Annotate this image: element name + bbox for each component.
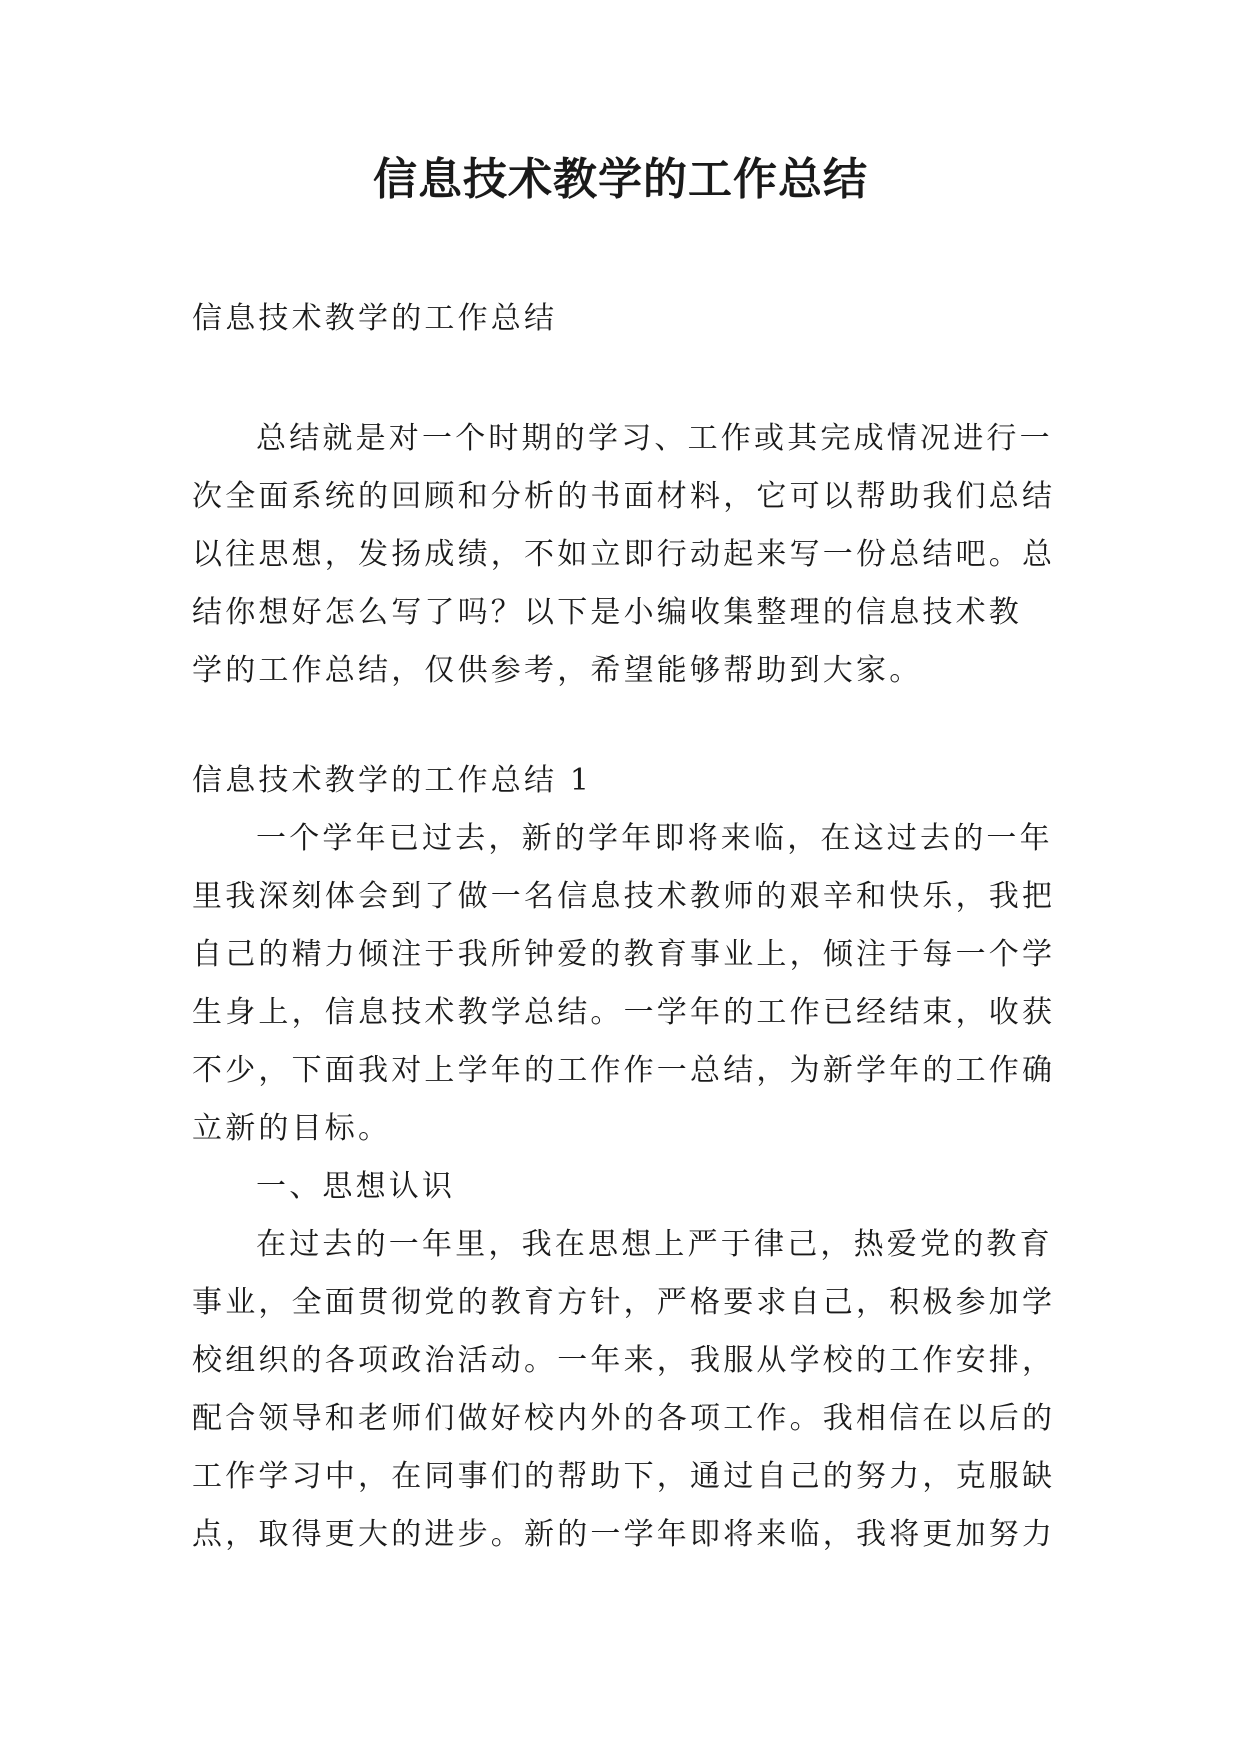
text-line: 生身上，信息技术教学总结。一学年的工作已经结束，收获	[192, 995, 1056, 1030]
text-line: 一个学年已过去，新的学年即将来临，在这过去的一年	[256, 821, 1053, 856]
section-heading: 信息技术教学的工作总结 1	[192, 763, 593, 798]
text-line: 点，取得更大的进步。新的一学年即将来临，我将更加努力	[192, 1517, 1056, 1552]
subsection1-paragraph	[192, 1216, 1062, 1564]
text-line: 配合领导和老师们做好校内外的各项工作。我相信在以后的	[192, 1401, 1056, 1436]
text-line: 结你想好怎么写了吗？以下是小编收集整理的信息技术教	[192, 595, 1022, 630]
text-line: 工作学习中，在同事们的帮助下，通过自己的努力，克服缺	[192, 1459, 1056, 1494]
section1-paragraph	[192, 810, 1062, 1158]
text-line: 里我深刻体会到了做一名信息技术教师的艰辛和快乐，我把	[192, 879, 1056, 914]
document-subtitle: 信息技术教学的工作总结	[192, 301, 558, 336]
text-line: 不少，下面我对上学年的工作作一总结，为新学年的工作确	[192, 1053, 1056, 1088]
spacer	[192, 348, 1062, 410]
text-line: 校组织的各项政治活动。一年来，我服从学校的工作安排，	[192, 1343, 1056, 1378]
text-line: 次全面系统的回顾和分析的书面材料，它可以帮助我们总结	[192, 479, 1056, 514]
text-line: 学的工作总结，仅供参考，希望能够帮助到大家。	[192, 653, 923, 688]
text-line: 立新的目标。	[192, 1111, 392, 1146]
document-body	[192, 290, 1062, 1564]
intro-paragraph	[192, 410, 1062, 700]
text-line: 在过去的一年里，我在思想上严于律己，热爱党的教育	[256, 1227, 1053, 1262]
document-title: 信息技术教学的工作总结	[373, 154, 868, 205]
text-line: 事业，全面贯彻党的教育方针，严格要求自己，积极参加学	[192, 1285, 1056, 1320]
text-line: 总结就是对一个时期的学习、工作或其完成情况进行一	[256, 421, 1053, 456]
text-line: 以往思想，发扬成绩，不如立即行动起来写一份总结吧。总	[192, 537, 1056, 572]
subsection-heading: 一、思想认识	[256, 1169, 456, 1204]
spacer	[192, 700, 1062, 752]
text-line: 自己的精力倾注于我所钟爱的教育事业上，倾注于每一个学	[192, 937, 1056, 972]
